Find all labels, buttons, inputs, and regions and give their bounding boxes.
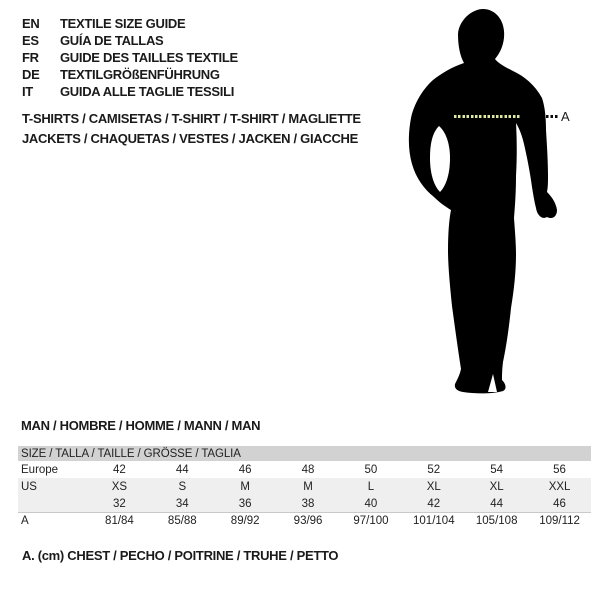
size-cell: 54 (490, 463, 504, 476)
size-cell: 36 (238, 497, 252, 510)
language-code: EN (22, 16, 40, 31)
size-cell: 81/84 (105, 515, 134, 527)
language-code: FR (22, 50, 39, 65)
table-row-us (18, 478, 591, 495)
size-cell: 42 (427, 497, 441, 510)
category-tshirts: T-SHIRTS / CAMISETAS / T-SHIRT / T-SHIRT / MAGLIETTE (22, 111, 361, 126)
category-jackets: JACKETS / CHAQUETAS / VESTES / JACKEN / GIACCHE (22, 131, 358, 146)
size-table (18, 446, 591, 529)
size-cell: XL (426, 480, 441, 493)
size-cell: 93/96 (293, 515, 323, 527)
language-row (22, 66, 238, 83)
language-row (22, 32, 238, 49)
size-table-header: SIZE / TALLA / TAILLE / GRÖSSE / TAGLIA (18, 446, 591, 461)
size-cell: 56 (553, 463, 566, 476)
size-cell: 42 (113, 463, 126, 476)
size-cell: 97/100 (353, 515, 389, 527)
size-cell: 109/112 (539, 515, 580, 527)
language-label: TEXTILGRÖßENFÜHRUNG (60, 67, 220, 82)
size-cell: XXL (548, 480, 571, 493)
row-label: A (21, 515, 29, 527)
language-label: TEXTILE SIZE GUIDE (60, 16, 186, 31)
size-cell: 38 (301, 497, 315, 510)
language-label: GUÍA DE TALLAS (60, 33, 164, 48)
language-code: ES (22, 33, 39, 48)
size-cell: 101/104 (413, 515, 455, 527)
measurement-a-label: A (561, 109, 570, 124)
language-row (22, 83, 238, 100)
language-row (22, 49, 238, 66)
table-row-uk (18, 495, 591, 512)
size-cell: 85/88 (167, 515, 197, 527)
size-cell: 46 (553, 497, 566, 510)
size-cell: 48 (301, 463, 315, 476)
language-code: DE (22, 67, 40, 82)
section-title-man: MAN / HOMBRE / HOMME / MANN / MAN (21, 418, 261, 433)
size-cell: 89/92 (230, 515, 260, 527)
size-cell: 44 (175, 463, 189, 476)
garment-categories (22, 109, 361, 149)
size-cell: 44 (490, 497, 504, 510)
size-cell: XS (111, 480, 128, 493)
size-cell: 52 (427, 463, 441, 476)
table-row-chest-a (18, 512, 591, 529)
row-label: Europe (21, 463, 59, 476)
size-cell: 50 (364, 463, 378, 476)
size-cell: M (240, 480, 250, 493)
size-cell: 105/108 (475, 515, 518, 527)
chest-measure-line-inner (454, 115, 520, 118)
row-label: US (21, 480, 37, 493)
language-code: IT (22, 84, 33, 99)
size-cell: 34 (175, 497, 189, 510)
size-cell: M (303, 480, 313, 493)
size-cell: 32 (113, 497, 126, 510)
chest-measure-line-outer (546, 115, 559, 118)
chest-measurement-footnote: A. (cm) CHEST / PECHO / POITRINE / TRUHE / PETTO (22, 548, 339, 563)
language-row (22, 15, 238, 32)
man-silhouette (406, 6, 586, 396)
size-cell: S (178, 480, 187, 493)
size-cell: XL (489, 480, 504, 493)
table-row-europe (18, 461, 591, 478)
language-label: GUIDA ALLE TAGLIE TESSILI (60, 84, 235, 99)
language-list (22, 15, 238, 100)
size-cell: 40 (364, 497, 378, 510)
size-cell: L (367, 480, 375, 493)
size-cell: 46 (238, 463, 252, 476)
language-label: GUIDE DES TAILLES TEXTILE (60, 50, 238, 65)
